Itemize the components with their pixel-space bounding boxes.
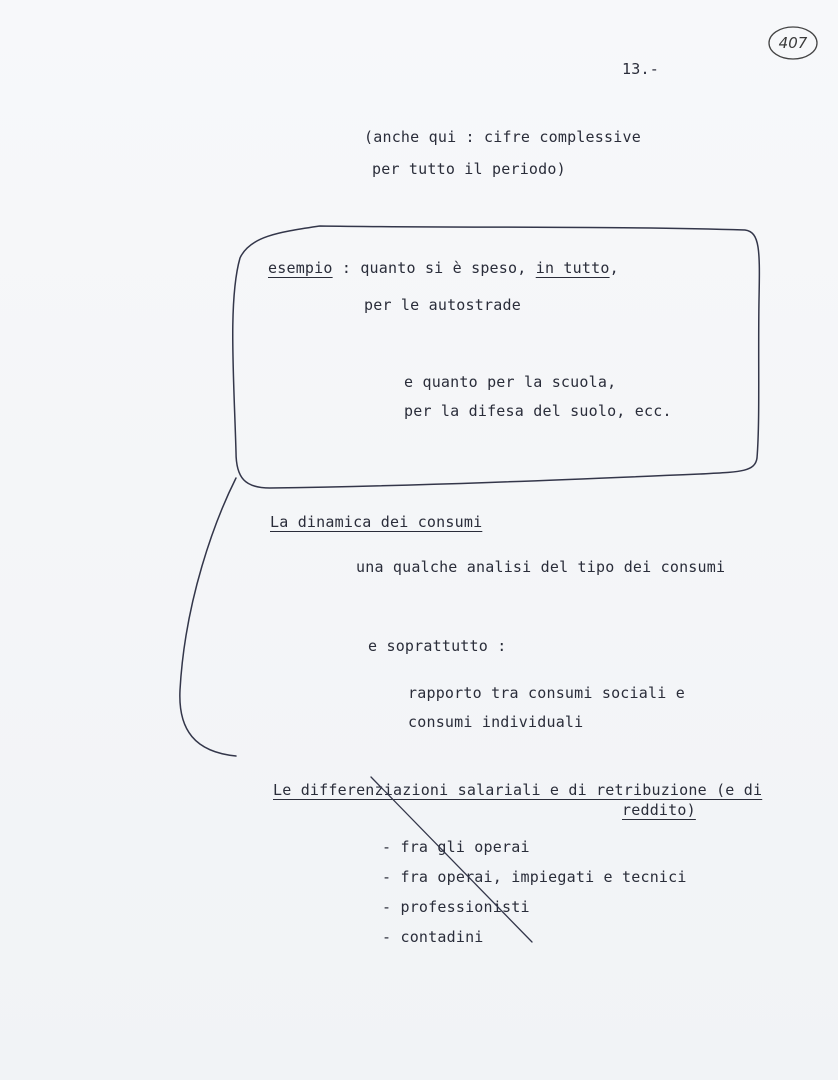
- wages-item: - fra operai, impiegati e tecnici: [382, 868, 687, 886]
- example-separator: :: [332, 259, 361, 277]
- wages-item: - professionisti: [382, 898, 530, 916]
- consumption-line-1: una qualche analisi del tipo dei consumi: [356, 558, 726, 576]
- archive-stamp-number: 407: [778, 34, 808, 52]
- wages-heading-line-1: Le differenziazioni salariali e di retribuzione (e di: [273, 781, 763, 799]
- example-line-1-end: ,: [609, 259, 619, 277]
- intro-line-2: per tutto il periodo): [372, 160, 566, 178]
- example-line-4: per la difesa del suolo, ecc.: [404, 402, 672, 420]
- wages-strike-pen-mark: [371, 777, 532, 942]
- wages-heading-line-2: reddito): [622, 801, 696, 819]
- example-emphasis: in tutto: [535, 259, 610, 277]
- consumption-heading: La dinamica dei consumi: [270, 513, 483, 531]
- example-line-1: [268, 259, 619, 277]
- example-line-2: per le autostrade: [364, 296, 521, 314]
- example-line-1-text: quanto si è speso,: [360, 259, 536, 277]
- wages-item: - contadini: [382, 928, 484, 946]
- example-label: esempio: [268, 259, 333, 277]
- example-line-3: e quanto per la scuola,: [404, 373, 617, 391]
- wages-item: - fra gli operai: [382, 838, 530, 856]
- consumption-bracket-pen-mark: [180, 478, 236, 756]
- archive-stamp: [766, 24, 820, 62]
- page-number: 13.-: [622, 60, 659, 78]
- consumption-line-4: consumi individuali: [408, 713, 584, 731]
- consumption-line-3: rapporto tra consumi sociali e: [408, 684, 685, 702]
- intro-line-1: (anche qui : cifre complessive: [364, 128, 641, 146]
- consumption-line-2: e soprattutto :: [368, 637, 507, 655]
